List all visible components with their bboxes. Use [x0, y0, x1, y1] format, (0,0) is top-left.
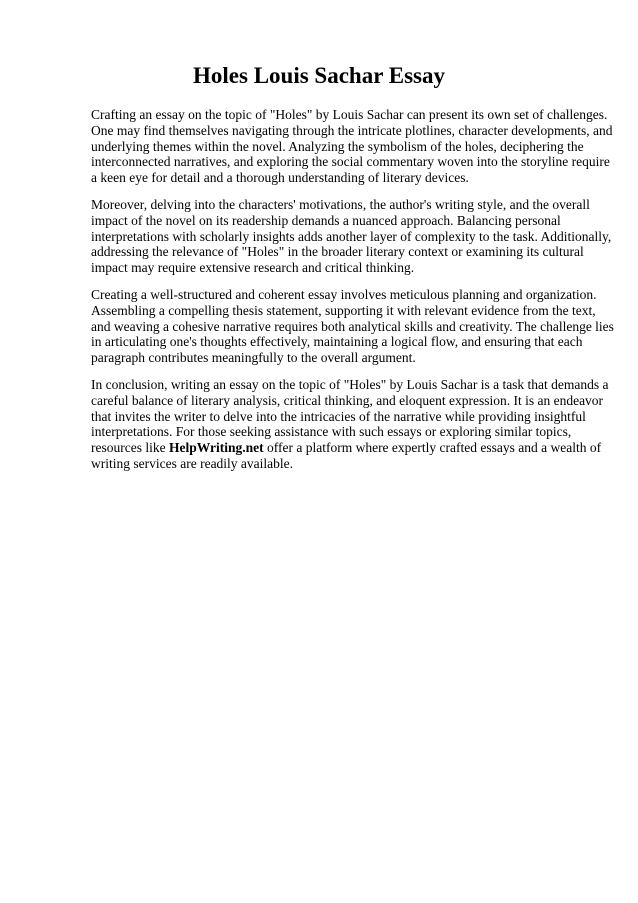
- paragraph-3: [91, 286, 614, 366]
- paragraph-1: [91, 107, 613, 186]
- text-line: In conclusion, writing an essay on the topic of "Holes" by Louis Sachar is a task that demands a: [91, 376, 609, 392]
- text-line: careful balance of literary analysis, critical thinking, and eloquent expression. It is an endeavor: [91, 392, 604, 408]
- text-line: Crafting an essay on the topic of "Holes" by Louis Sachar can present its own set of challenges.: [91, 107, 608, 122]
- text-line: that invites the writer to delve into the intricacies of the narrative while providing insightful: [91, 408, 586, 424]
- text-line: interpretations with scholarly insights adds another layer of complexity to the task. Additionally,: [91, 228, 612, 244]
- text-line: Assembling a compelling thesis statement, supporting it with relevant evidence from the text,: [91, 302, 596, 318]
- text-line: impact of the novel on its readership demands a nuanced approach. Balancing personal: [91, 212, 561, 228]
- resource-line: [91, 440, 602, 456]
- document-title: Holes Louis Sachar Essay: [193, 63, 445, 88]
- resource-suffix: offer a platform where expertly crafted essays and a wealth of: [263, 440, 602, 456]
- paragraph-2: [91, 196, 612, 276]
- text-line: underlying themes within the novel. Analyzing the symbolism of the holes, deciphering the: [91, 138, 584, 154]
- text-line: interpretations. For those seeking assistance with such essays or exploring similar topics,: [91, 424, 572, 440]
- text-line: a keen eye for detail and a thorough understanding of literary devices.: [91, 170, 469, 186]
- text-line: impact may require extensive research and critical thinking.: [91, 260, 415, 276]
- text-line: and weaving a cohesive narrative requires both analytical skills and creativity. The challenge lies: [91, 318, 614, 334]
- text-line: paragraph contributes meaningfully to the overall argument.: [91, 350, 416, 366]
- text-line: in articulating one's thoughts effectively, maintaining a logical flow, and ensuring that each: [91, 334, 583, 350]
- text-line: Creating a well-structured and coherent essay involves meticulous planning and organization.: [91, 286, 597, 302]
- paragraph-4: [91, 376, 609, 472]
- resource-prefix: resources like: [91, 440, 169, 456]
- document-body: [91, 107, 614, 483]
- helpwriting-link[interactable]: HelpWriting.net: [168, 440, 264, 456]
- text-line: writing services are readily available.: [91, 455, 294, 471]
- text-line: One may find themselves navigating through the intricate plotlines, character developments, and: [91, 122, 613, 138]
- text-line: addressing the relevance of "Holes" in the broader literary context or examining its cultural: [91, 244, 584, 260]
- text-line: interconnected narratives, and exploring the social commentary woven into the storyline require: [91, 154, 610, 170]
- text-line: Moreover, delving into the characters' motivations, the author's writing style, and the overall: [91, 196, 590, 212]
